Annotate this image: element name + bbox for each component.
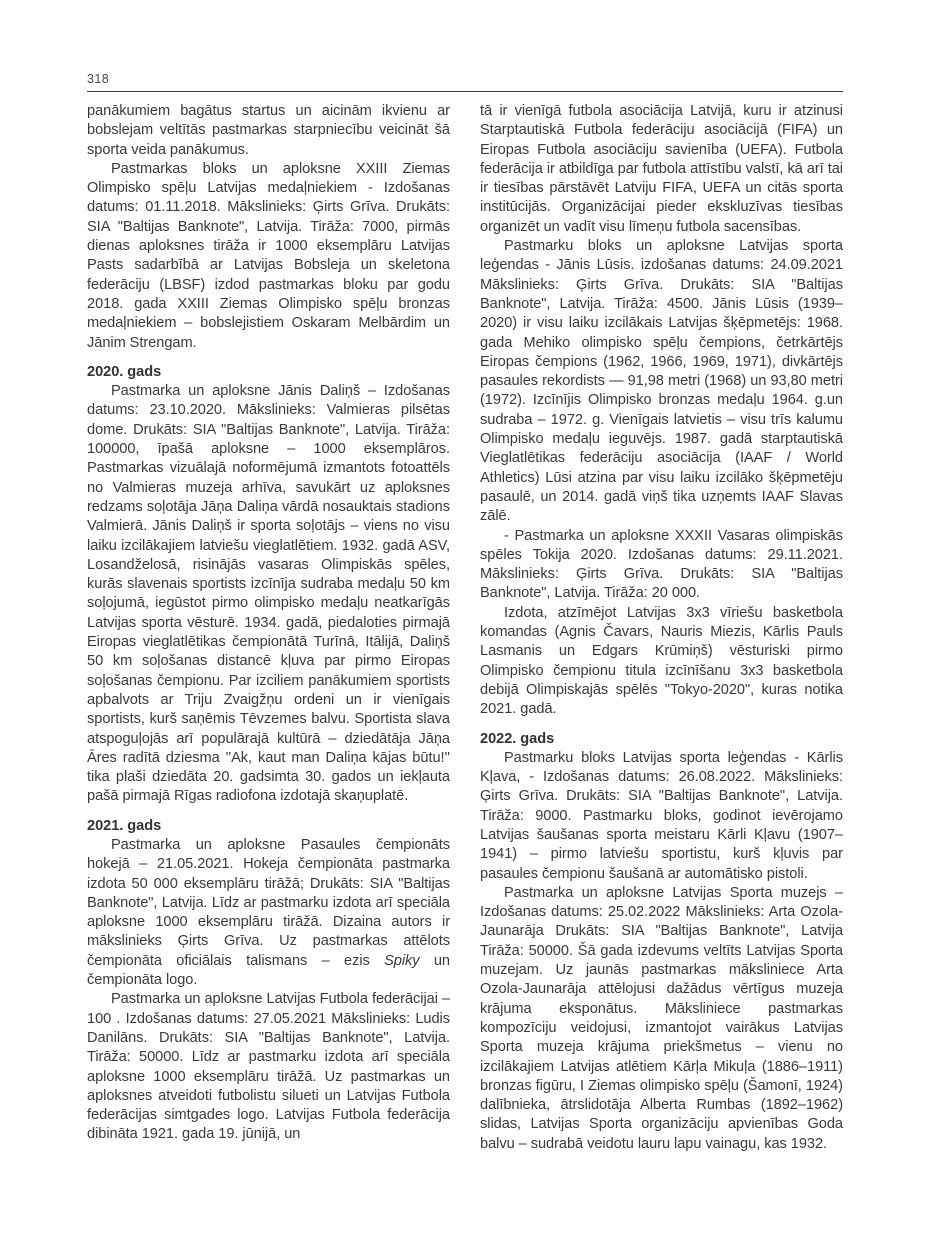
year-heading: 2020. gads <box>87 363 162 380</box>
paragraph: Pastmarkas bloks un aploksne XXIII Ziemas Olimpisko spēļu Latvijas medaļniekiem - Izdošanas datums: 01.11.2018. Mākslinieks: Ģirts Grīva. Drukāts: SIA "Baltijas Banknote", Latvija. Tirāža: 7000, pirmās dienas aploksnes tirāža ir 1000 eksemplāru Latvijas Pasts sadarbībā ar Latvijas Bobsleja un skeletona federāciju (LBSF) izdod pastmarkas bloku par godu 2018. gada XXIII Ziemas Olimpisko spēļu bronzas medaļniekiem – bobslejistiem Oskaram Melbārdim un Jānim Strengam. <box>87 160 450 351</box>
header-rule <box>87 91 843 92</box>
paragraph: Pastmarka un aploksne Latvijas Sporta muzejs – Izdošanas datums: 25.02.2022 Mākslinieks: Arta Ozola-Jaunarāja Drukāts: SIA "Baltijas Banknote", Latvija Tirāža: 50000. Šā gada izdevums veltīts Latvijas Sporta muzejam. Uz jaunās pastmarkas māksliniece Arta Ozola-Jaunarāja attēlojusi dažādus vērtīgus muzeja krājuma eksponātus. Māksliniece pastmarkas kompozīciju veidojusi, izmantojot vairākus Latvijas Sporta muzeja krājuma priekšmetus – vienu no izcilākajiem Latvijas atlētiem Kārļa Mikuļa (1886–1911) bronzas figūru, I Ziemas olimpisko spēļu (Šamonī, 1924) dalībnieka, ātrslidotāja Alberta Rumbas (1892–1962) slidas, Latvijas Sporta organizāciju apvienības Goda balvu – sudrabā veidotu lauru lapu vainagu, kas 1932. <box>480 884 843 1152</box>
text-run: un čempionāta logo. <box>87 952 450 989</box>
year-heading: 2022. gads <box>480 730 555 747</box>
paragraph <box>87 836 450 990</box>
text-column-left <box>87 102 450 1154</box>
paragraph: Pastmarka un aploksne Jānis Daliņš – Izdošanas datums: 23.10.2020. Mākslinieks: Valmieras pilsētas dome. Drukāts: SIA "Baltijas Banknote", Latvija. Tirāža: 100000, īpašā aploksne – 1000 eksemplāros. Pastmarkas vizuālajā noformējumā izmantots fotoattēls no Valmieras muzeja arhīva, savukārt uz aploksnes redzams soļotāja Jāņa Daliņa vārdā nosauktais stadions Valmierā. Jānis Daliņš ir sporta soļotājs – viens no visu laiku izcilākajiem latviešu vieglatlētiem. 1932. gadā ASV, Losandželosā, risinājās vasaras Olimpiskās spēles, kurās slavenais sportists izcīnīja sudraba medaļu 50 km soļojumā, iegūstot pirmo olimpisko medaļu neatkarīgās Latvijas sporta vēsturē. 1934. gadā, piedaloties pirmajā Eiropas vieglatlētikas čempionātā Turīnā, Itālijā, Daliņš 50 km soļošanas distancē kļuva par pirmo Eiropas soļošanas čempionu. Par izciliem panākumiem sportists apbalvots ar Triju Zvaigžņu ordeni un ir vienīgais sportists, kurš saņēmis Tēvzemes balvu. Sportista slava atspoguļojās arī populārajā kultūrā – dziedātāja Jāņa Āres radītā dziesma ''Ak, kaut man Daliņa kājas būtu!'' tika plaši dziedāta 20. gadsimta 30. gados un iekļauta pašā pirmajā Rīgas radiofona izdotajā skaņuplatē. <box>87 383 450 805</box>
page-header <box>87 72 843 92</box>
paragraph: Izdota, atzīmējot Latvijas 3x3 vīriešu basketbola komandas (Agnis Čavars, Nauris Miezis, Kārlis Pauls Lasmanis un Edgars Krūmiņš) vēsturiski pirmo Olimpisko čempionu titula izcīnīšanu 3x3 basketbola debijā Olimpiskajās spēlēs "Tokyo-2020", kuras notika 2021. gadā. <box>480 604 843 718</box>
text-run: Pastmarka un aploksne Pasaules čempionāts hokejā – 21.05.2021. Hokeja čempionāta pastmarka izdota 50 000 eksemplāru tirāžā; Drukāts: SIA "Baltijas Banknote", Latvija. Līdz ar pastmarku izdota arī speciāla aploksne 1000 eksemplāru tirāžā. Dizaina autors ir mākslinieks Ģirts Grīva. Uz pastmarkas attēlots čempionāta oficiālais talismans – ezis <box>87 836 450 969</box>
paragraph: panākumiem bagātus startus un aicinām ikvienu ar bobslejam veltītās pastmarkas starpniecību veicināt šā sporta veida panākumus. <box>87 103 450 158</box>
paragraph: Pastmarka un aploksne Latvijas Futbola federācijai – 100 . Izdošanas datums: 27.05.2021 Mākslinieks: Ludis Danilāns. Drukāts: SIA "Baltijas Banknote", Latvija. Tirāža: 50000. Līdz ar pastmarku izdota arī speciāla aploksne 1000 eksemplāru tirāžā. Uz pastmarkas un aploksnes atveidoti futbolistu silueti un Latvijas Futbola federācijas simtgades logo. Latvijas Futbola federācija dibināta 1921. gada 19. jūnijā, un <box>87 991 450 1143</box>
text-body <box>87 102 843 1154</box>
paragraph: Pastmarku bloks un aploksne Latvijas sporta leģendas - Jānis Lūsis. izdošanas datums: 24.09.2021 Mākslinieks: Ģirts Grīva. Drukāts: SIA "Baltijas Banknote", Latvija. Tirāža: 4500. Jānis Lūsis (1939–2020) ir visu laiku izcilākais Latvijas šķēpmetējs: 1968. gada Mehiko olimpisko spēļu čempions, četrkārtējs Eiropas čempions (1962, 1966, 1969, 1971), divkārtējs pasaules rekordists — 91,98 metri (1968) un 93,80 metri (1972). Izcīnījis Olimpisko bronzas medaļu 1964. g.un sudraba – 1972. g. Vienīgais latvietis – visu trīs kalumu Olimpisko medaļu ieguvējs. 1987. gadā starptautiskā Vieglatlētikas federāciju asociācija (IAAF / World Athletics) Lūsi atzina par visu laiku izcilāko šķēpmetēju pasaulē, un 2014. gadā viņš tika uzņemts IAAF Slavas zālē. <box>480 238 843 525</box>
italic-text: Spiky <box>384 952 420 969</box>
page-number: 318 <box>87 72 110 86</box>
year-heading: 2021. gads <box>87 817 162 834</box>
paragraph: - Pastmarka un aploksne XXXII Vasaras olimpiskās spēles Tokija 2020. Izdošanas datums: 29.11.2021. Mākslinieks: Ģirts Grīva. Drukāts: SIA "Baltijas Banknote", Latvija. Tirāža: 20 000. <box>480 527 843 602</box>
text-column-right <box>480 102 843 1154</box>
paragraph: tā ir vienīgā futbola asociācija Latvijā, kuru ir atzinusi Starptautiskā Futbola federāciju asociācijā (FIFA) un Eiropas Futbola asociāciju savienība (UEFA). Futbola federācija ir atbildīga par futbola attīstību valstī, kā arī tai ir tiesības pārstāvēt Latviju FIFA, UEFA un citās sporta institūcijās. Organizācijai pieder ekskluzīvas tiesības organizēt un vadīt visu līmeņu futbola sacensības. <box>480 103 843 235</box>
paragraph: Pastmarku bloks Latvijas sporta leģendas - Kārlis Kļava, - Izdošanas datums: 26.08.2022. Mākslinieks: Ģirts Grīva. Drukāts: SIA "Baltijas Banknote", Latvija. Tirāža: 9000. Pastmarku bloks, godinot ievērojamo Latvijas šaušanas sporta meistaru Kārli Kļavu (1907–1941) – pirmo latviešu sportistu, kurš kļuvis par pasaules čempionu šaušanā ar automātisko pistoli. <box>480 749 843 882</box>
